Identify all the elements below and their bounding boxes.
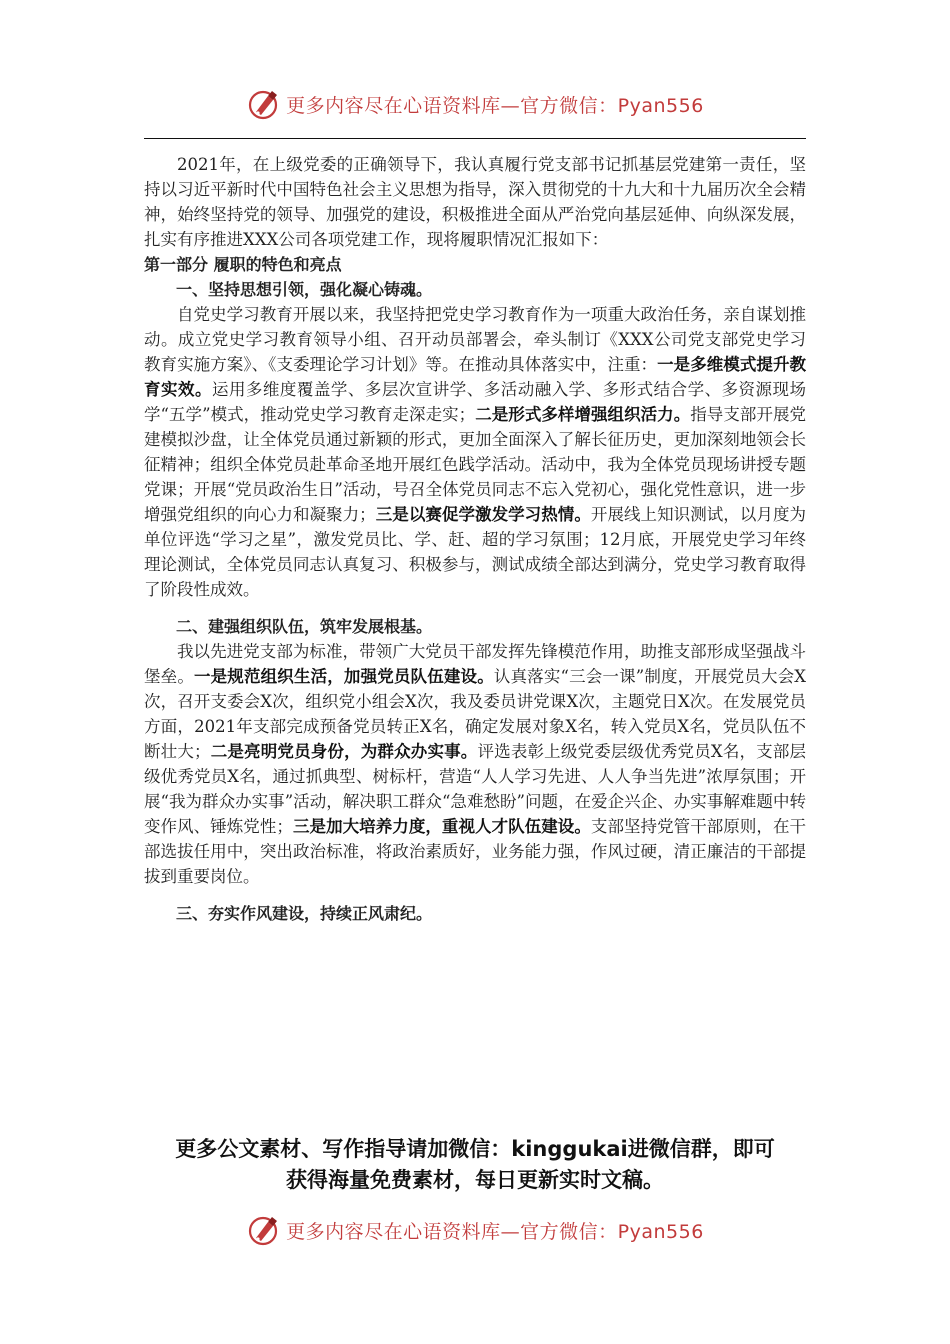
section-1-highlight-1: 一是多维模式提升教育实效。 <box>144 355 807 399</box>
promo-line-1: 更多公文素材、写作指导请加微信：kinggukai进微信群，即可 <box>175 1137 775 1161</box>
promo-line-2: 获得海量免费素材，每日更新实时文稿。 <box>286 1168 664 1192</box>
section-1-highlight-3: 三是以赛促学激发学习热情。 <box>375 505 591 524</box>
section-2-highlight-2: 二是亮明党员身份，为群众办实事。 <box>210 742 478 761</box>
pen-logo-icon <box>246 86 282 122</box>
header-banner <box>0 82 950 126</box>
document-body <box>144 152 806 926</box>
section-3-title: 三、夯实作风建设，持续正风肃纪。 <box>176 904 433 923</box>
intro-paragraph: 2021年，在上级党委的正确领导下，我认真履行党支部书记抓基层党建第一责任，坚持以习近平新时代中国特色社会主义思想为指导，深入贯彻党的十九大和十九届历次全会精神，始终坚持党的领导、加强党的建设，积极推进全面从严治党向基层延伸、向纵深发展，扎实有序推进XXX公司各项党建工作，现将履职情况汇报如下： <box>144 155 806 249</box>
section-1-highlight-2: 二是形式多样增强组织活力。 <box>475 405 691 424</box>
pen-logo-icon <box>246 1212 282 1248</box>
part-title: 第一部分 履职的特色和亮点 <box>144 255 342 274</box>
section-2-highlight-3: 三是加大培养力度，重视人才队伍建设。 <box>292 817 591 836</box>
section-1-paragraph: 自党史学习教育开展以来，我坚持把党史学习教育作为一项重大政治任务，亲自谋划推动。成立党史学习教育领导小组、召开动员部署会，牵头制订《XXX公司党支部党史学习教育实施方案》、《支委理论学习计划》等。在推动具体落实中，注重：一是多维模式提升教育实效。运用多维度覆盖学、多层次宣讲学、多活动融入学、多形式结合学、多资源现场学“五学”模式，推动党史学习教育走深走实；二是形式多样增强组织活力。指导支部开展党建模拟沙盘，让全体党员通过新颖的形式，更加全面深入了解长征历史，更加深刻地领会长征精神；组织全体党员赴革命圣地开展红色践学活动。活动中，我为全体党员现场讲授专题党课；开展“党员政治生日”活动，号召全体党员同志不忘入党初心，强化党性意识，进一步增强党组织的向心力和凝聚力；三是以赛促学激发学习热情。开展线上知识测试，以月度为单位评选“学习之星”，激发党员比、学、赶、超的学习氛围；12月底，开展党史学习年终理论测试，全体党员同志认真复习、积极参与，测试成绩全部达到满分，党史学习教育取得了阶段性成效。 <box>144 305 807 599</box>
header-banner-text: 更多内容尽在心语资料库—官方微信：Pyan556 <box>286 94 704 117</box>
section-2-highlight-1: 一是规范组织生活，加强党员队伍建设。 <box>193 667 494 686</box>
section-2-title: 二、建强组织队伍，筑牢发展根基。 <box>176 617 433 636</box>
section-1-title: 一、坚持思想引领，强化凝心铸魂。 <box>176 280 433 299</box>
header-divider <box>144 138 806 139</box>
promo-notice <box>100 1134 850 1196</box>
footer-wechat-id: Pyan556 <box>617 1220 704 1243</box>
footer-banner-text: 更多内容尽在心语资料库—官方微信：Pyan556 <box>286 1220 704 1243</box>
section-2-paragraph: 我以先进党支部为标准，带领广大党员干部发挥先锋模范作用，助推支部形成坚强战斗堡垒。一是规范组织生活，加强党员队伍建设。认真落实“三会一课”制度，开展党员大会X次，召开支委会X次，组织党小组会X次，我及委员讲党课X次，主题党日X次。在发展党员方面，2021年支部完成预备党员转正X名，确定发展对象X名，转入党员X名，党员队伍不断壮大；二是亮明党员身份，为群众办实事。评选表彰上级党委层级优秀党员X名，支部层级优秀党员X名，通过抓典型、树标杆，营造“人人学习先进、人人争当先进”浓厚氛围；开展“我为群众办实事”活动，解决职工群众“急难愁盼”问题，在爱企兴企、办实事解难题中转变作风、锤炼党性；三是加大培养力度，重视人才队伍建设。支部坚持党管干部原则，在干部选拔任用中，突出政治标准，将政治素质好，业务能力强，作风过硬，清正廉洁的干部提拔到重要岗位。 <box>144 642 807 886</box>
header-wechat-id: Pyan556 <box>617 94 704 117</box>
footer-banner <box>0 1208 950 1252</box>
